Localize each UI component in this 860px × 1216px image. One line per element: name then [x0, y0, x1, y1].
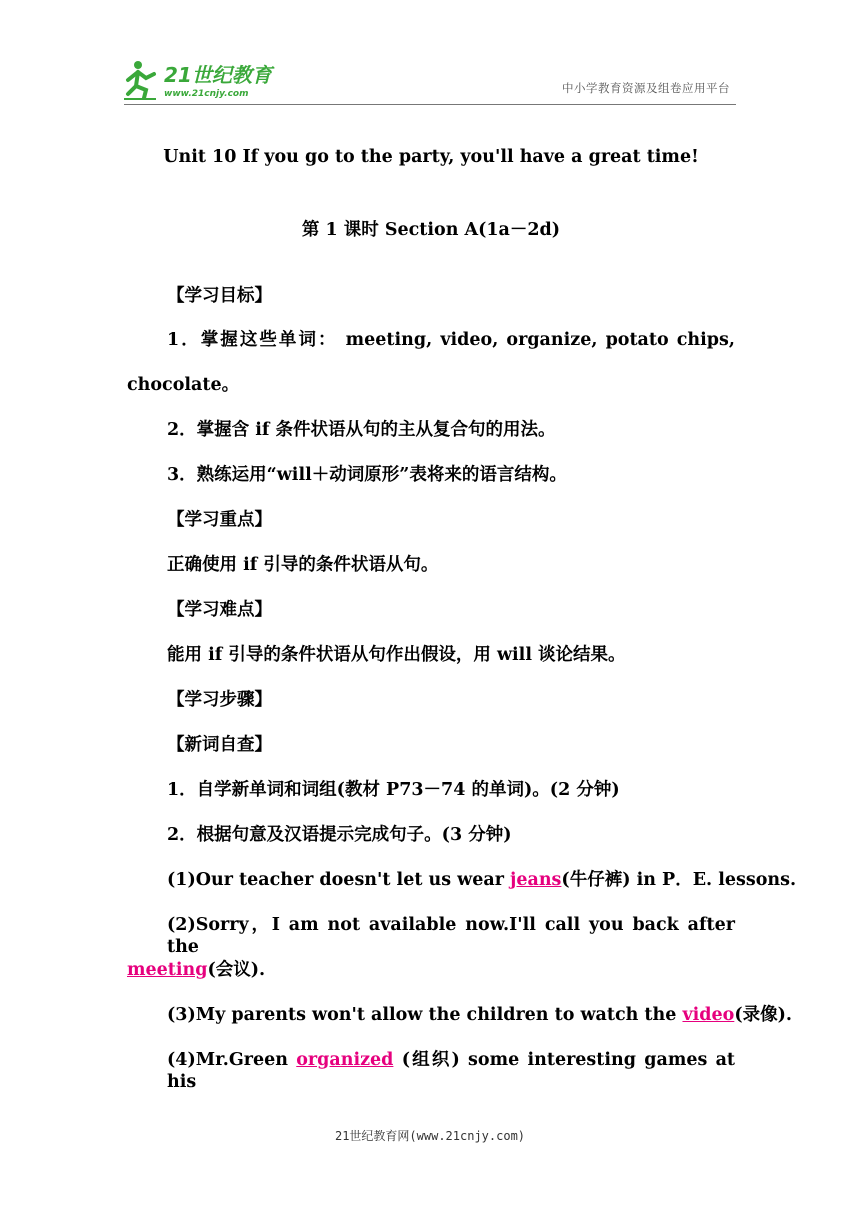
difficulty-heading: 【学习难点】 — [167, 600, 272, 620]
focus-heading: 【学习重点】 — [167, 510, 272, 530]
steps-heading: 【学习步骤】 — [167, 690, 272, 710]
sentence-3 — [127, 1004, 792, 1026]
page-footer: 21世纪教育网(www.21cnjy.com) — [334, 1129, 526, 1143]
sentence-3-post: (录像). — [734, 1005, 792, 1025]
sentence-4 — [127, 1049, 735, 1093]
difficulty-text: 能用 if 引导的条件状语从句作出假设，用 will 谈论结果。 — [167, 645, 626, 665]
answer-organized: organized — [296, 1050, 394, 1070]
sentence-2: (2)Sorry，I am not available now.I'll call you back after the — [167, 915, 735, 957]
platform-text: 中小学教育资源及组卷应用平台 — [562, 81, 730, 95]
sentence-1-post: (牛仔裤) in P．E. lessons. — [561, 870, 797, 890]
answer-video: video — [682, 1005, 735, 1025]
sentence-2-continued — [127, 959, 735, 981]
sentence-2-post: (会议). — [207, 960, 266, 980]
sentence-1 — [127, 869, 797, 891]
running-figure-icon — [124, 61, 156, 100]
header-divider — [124, 104, 736, 105]
goal-1-continued: chocolate。 — [127, 375, 240, 395]
goal-2: 2．掌握含 if 条件状语从句的主从复合句的用法。 — [167, 420, 556, 440]
sentence-1-pre: (1)Our teacher doesn't let us wear — [167, 870, 511, 890]
goals-heading: 【学习目标】 — [167, 286, 272, 306]
goal-3: 3．熟练运用“will＋动词原形”表将来的语言结构。 — [167, 465, 567, 485]
answer-jeans: jeans — [510, 870, 562, 890]
unit-title: Unit 10 If you go to the party, you'll have a great time! — [163, 147, 699, 167]
logo-text: 21世纪教育 — [164, 63, 272, 87]
sentence-3-pre: (3)My parents won't allow the children to watch the — [167, 1005, 683, 1025]
step-2: 2．根据句意及汉语提示完成句子。(3 分钟) — [167, 825, 512, 845]
21cnjy-logo — [124, 58, 294, 102]
logo-url: www.21cnjy.com — [164, 89, 249, 99]
page-header — [0, 0, 860, 110]
step-1: 1．自学新单词和词组(教材 P73－74 的单词)。(2 分钟) — [167, 780, 620, 800]
section-subtitle: 第 1 课时 Section A(1a－2d) — [301, 220, 561, 240]
sentence-4-post: (组织) some interesting games at his — [167, 1050, 736, 1092]
answer-meeting: meeting — [127, 960, 208, 980]
newwords-heading: 【新词自查】 — [167, 735, 272, 755]
sentence-4-pre: (4)Mr.Green — [167, 1050, 297, 1070]
goal-1: 1．掌握这些单词： meeting, video, organize, potato chips, — [167, 330, 735, 350]
focus-text: 正确使用 if 引导的条件状语从句。 — [167, 555, 439, 575]
